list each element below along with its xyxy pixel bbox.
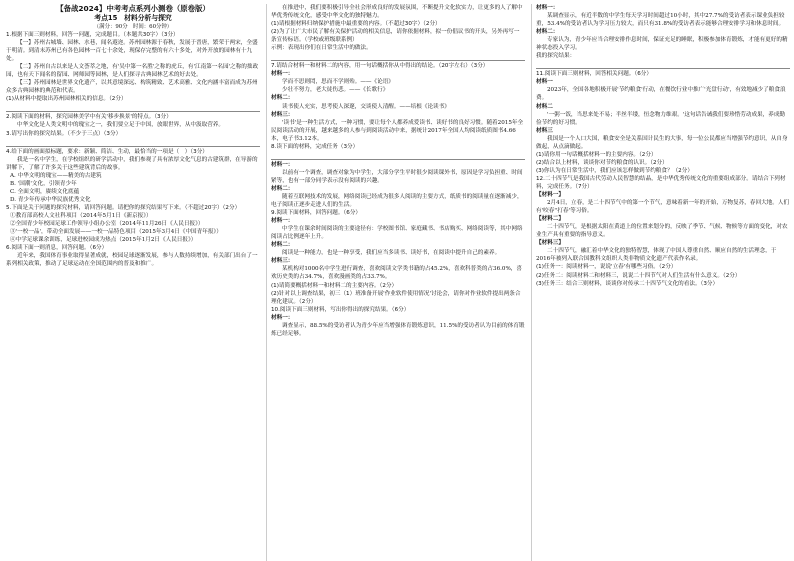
paragraph-text: 少壮不努力，老大徒伤悲。——《长歌行》 — [282, 87, 389, 94]
paragraph-text: 读书使人充实，思考使人深邃，交谈使人清醒。——培根《论读书》 — [282, 103, 450, 110]
material-label: 材料一： — [536, 5, 559, 11]
material-label: 材料一 — [536, 79, 553, 86]
paragraph-text: 某机构对1000名中学生进行调查，喜欢阅读文学类书籍的占45.2%，喜欢科普类的占36.0%，喜欢历史类的占34.7%，喜欢漫画类的占33.7%。 — [271, 266, 522, 281]
answer-line — [271, 52, 525, 61]
material-label: 材料一： — [271, 314, 294, 321]
paragraph-text: ④中学足球课余训练，足球进校园成为热点（2015年1月2日《人民日报》） — [10, 237, 197, 244]
column-middle-body — [271, 4, 525, 338]
question-text: (1)请根据材料归纳保护措施中最重要的内容。（不超过30字）（2分） — [271, 21, 441, 28]
paragraph-text: '一粥一饭，当思来处不易；半丝半缕，恒念物力维艰。'这句话告诫我们要珍惜劳动成果，养成勤俭节约的好习惯。 — [536, 111, 786, 126]
question-text: 9.阅读下面材料，回答问题。（6分） — [271, 210, 362, 217]
paragraph-text: A. 中华文明的瑰宝——精美的古建筑 — [10, 172, 102, 179]
question-text: 6.阅读下面一则消息，回答问题。（6分） — [6, 245, 108, 252]
question-text: 3.请写出你的探究结果。（不少于三点）（3分） — [6, 130, 122, 137]
question-text: (2)任务二：阅读材料二和材料三，说说二十四节气对人们生活有什么意义。（2分） — [536, 272, 741, 279]
question-text: (1)任务一：阅读材料一，说说'立春'有哪些习俗。（2分） — [536, 264, 677, 271]
material-label: 材料三： — [271, 111, 294, 118]
question-text: 5.下面是关于问题的探究材料，请回答问题。请把你的探究结果写下来。（不超过20字）（2分） — [6, 204, 241, 211]
answer-line — [6, 138, 260, 147]
paragraph-text: 学而不思则罔，思而不学则殆。——《论语》 — [282, 79, 394, 86]
question-text: (3)你认为在日常生活中，我们应该怎样做到节约粮食？（2分） — [536, 167, 693, 174]
paragraph-text: 近年来，我国体育事业取得显著成就，校园足球逐渐发展，参与人数持续增加，有关部门出台了一系列相关政策，推动了足球运动在全国范围内的普及和推广。 — [6, 253, 258, 268]
material-label: 【材料一】 — [536, 192, 564, 199]
paragraph-text: 我是一名中学生，在学校组织的研学活动中，我们参观了具有浓厚文化气息的古建筑群，在导游的讲解下，了解了许多关于这些建筑背后的故事。 — [6, 156, 258, 171]
question-text: (3)任务三：结合三则材料，谈谈你对传承二十四节气文化的看法。（3分） — [536, 280, 719, 287]
paragraph-text: 中学生在课余时间阅读的主要途径有：学校图书馆、家庭藏书、书店购买、网络阅读等，其中网络阅读占比例逐年上升。 — [271, 226, 523, 241]
question-text: 7.请结合材料一和材料二的内容，用一句话概括你从中得出的结论。（20字左右）（3分） — [271, 63, 489, 70]
paragraph-text: 2023年，全国各地积极开展'节约粮食'行动，在餐饮行业中推广'光盘行动'，有效地减少了粮食浪费。 — [536, 87, 786, 102]
column-right-body — [536, 4, 790, 288]
question-text: 示例：表现出你们在日常生活中的做法。 — [271, 45, 372, 52]
material-label: 【材料三】 — [536, 240, 564, 247]
paragraph-text: 我国是一个人口大国，粮食安全是关系国计民生的大事，每一位公民都应当增强节约意识，从自身做起，从点滴做起。 — [536, 135, 788, 150]
exam-meta: （满分：90分 时间：60分钟） — [93, 24, 173, 30]
paragraph-text: '读书'是一种生活方式，一种习惯，要让每个人都养成爱读书、读好书的良好习惯。随着2015年全民阅读活动的开展，越来越多的人参与到阅读活动中来，据统计2017年全国人均阅读纸质图书4.66本，电子书3.12本。 — [271, 119, 524, 142]
material-label: 材料二： — [536, 29, 559, 36]
paragraph-text: 某调查显示，有近半数的中学生每天学习时间超过10小时，其中27.7%的受访者表示课业负担较重，53.4%的受访者认为学习压力较大，而只有31.8%的受访者表示能够合理安排学习和休息时间。 — [536, 13, 785, 28]
paragraph-text: ①教育部高校人文社科项目（2014年5月1日《新京报》） — [10, 212, 152, 219]
answer-line — [536, 60, 790, 69]
paragraph-text: 【二】苏州自古以来是人文荟萃之地，有'吴中第一名胜'之称的虎丘，有'江南第一名园'之称的拙政园，也有天下闻名的留园、网师园等园林，是人们探寻古典园林艺术的好去处。 — [6, 64, 259, 79]
paragraph-text: ③'一校一品'，带动全面发展——一校一品特色项目（2015年3月4日《中国青年报》） — [10, 229, 222, 236]
material-label: 材料二： — [271, 95, 294, 102]
column-left — [6, 4, 260, 561]
paragraph-text: 【一】苏州古城墙、园林、水巷，闻名遐迩。苏州园林源于春秋，发展于晋唐，繁荣于两宋，全盛于明清。到清末苏州已有各色园林一百七十余处，现保存完整的有六十多处，对外开放的园林有十九处。 — [6, 40, 258, 63]
material-label: 材料一： — [271, 71, 294, 78]
material-label: 材料二： — [271, 185, 294, 192]
paragraph-text: 专家认为，青少年应当合理安排作息时间，保证充足的睡眠，积极参加体育锻炼，才能有更好的精神状态投入学习。 — [536, 37, 788, 52]
paragraph-text: 在推进中，我们要积极引导全社会形成良好的发展氛围，不断提升文化软实力，让更多的人了解中华优秀传统文化，感受中华文化的独特魅力。 — [271, 5, 523, 20]
question-text: 12.二十四节气是我国古代劳动人民智慧的结晶，是中华优秀传统文化的重要组成部分。请结合下列材料，完成任务。（7分） — [536, 175, 786, 190]
column-middle — [266, 4, 525, 561]
question-text: (1)请简要概括材料一和材料二的主要内容。（2分） — [271, 282, 398, 289]
page-title: 【备战2024】中考考点系列小测卷（原卷版） — [56, 4, 210, 13]
question-text: 4.给下面的画面拟标题，要求：新颖、简洁、生动，最恰当的一项是（ ）（3分） — [6, 148, 208, 155]
paragraph-text: B. '国潮'文化，引领青少年 — [10, 180, 77, 187]
paragraph-text: C. 全面文明，赓续文化底蕴 — [10, 188, 80, 195]
paragraph-text: 随着互联网技术的发展，网络阅读已经成为很多人阅读的主要方式，纸质书的阅读量在逐渐减少，电子阅读正逐步走进人们的生活。 — [271, 193, 523, 209]
question-text: 8.读下面的材料，完成任务（3分） — [271, 143, 359, 150]
material-label: 材料三： — [271, 258, 294, 265]
page-subtitle: 考点15 材料分析与探究 — [94, 14, 172, 22]
question-text: (1)请你用一句话概括材料一的主要内容。（2分） — [536, 151, 657, 158]
answer-line — [271, 151, 525, 160]
question-text: (2)为了让广大市民了解有关保护活动的相关信息，请你依据材料，拟一份倡议书的开头，另外再写一条宣传标语。（学校或班级联系例） — [271, 29, 520, 44]
paragraph-text: ②全国青少年校园足球工作领导小组办公室（2014年11月26日《人民日报》） — [10, 220, 204, 227]
question-text: 11.阅读下面三则材料，回答相关问题。（6分） — [536, 71, 652, 78]
question-text: 2.阅读下面的材料，探究园林美学中有关'移步换景'的特点。（3分） — [6, 114, 172, 121]
column-left-body — [6, 31, 260, 268]
question-text: (2)结合以上材料，谈谈你对节约粮食的认识。（2分） — [536, 159, 668, 166]
paragraph-text: 二十四节气，融汇着中华文化的独特智慧，体现了中国人尊重自然、顺应自然的生活理念，于2016年被列入联合国教科文组织人类非物质文化遗产代表作名录。 — [536, 248, 777, 263]
material-label: 材料二： — [271, 242, 294, 249]
paragraph-text: 二十四节气，是根据太阳在黄道上的位置来划分的，反映了季节、气候、物候等方面的变化，对农业生产具有重要的指导意义。 — [536, 224, 788, 239]
column-right — [531, 4, 790, 561]
material-label: 材料三 — [536, 127, 553, 134]
paragraph-text: D. 青少年传承中华民族优秀文化 — [10, 196, 91, 203]
paragraph-text: 中华文化是人类文明中的瑰宝之一，我们要立足于中国，放眼世界，从中汲取营养。 — [17, 122, 224, 129]
paragraph-text: 【三】苏州园林是世界文化遗产，以其意境深远、构筑精致、艺术高雅、文化内涵丰富而成为苏州众多古典园林的典范和代表。 — [6, 80, 258, 95]
material-label: 材料一： — [271, 218, 294, 225]
material-label: 材料一： — [271, 161, 294, 168]
question-text: (2)针对以上调查结果，初三（1）班准备开展'作业软件使用情况'讨论会，请你对作业软件提出两条合理化建议。（2分） — [271, 290, 521, 305]
paragraph-text: 调查显示，88.5%的受访者认为青少年应当增强体育锻炼意识，11.5%的受访者认为目前的体育锻炼已经足够。 — [271, 322, 525, 337]
paragraph-text: 以前有一个调查，调查对象为中学生，大部分学生平时很少阅读课外书，原因是学习负担重、时间紧等，也有一部分同学表示没有阅读的兴趣。 — [271, 169, 523, 184]
question-text: 我的探究结果： — [536, 53, 576, 60]
material-label: 材料二 — [536, 103, 553, 110]
answer-line — [6, 103, 260, 112]
material-label: 【材料二】 — [536, 216, 564, 223]
paragraph-text: 阅读是一种能力，也是一种享受，我们应当多读书、读好书，在阅读中提升自己的素养。 — [282, 250, 501, 257]
question-text: 10.阅读下面三则材料，写出你得出的探究结果。（6分） — [271, 306, 410, 313]
question-text: (1)从材料中提取出苏州园林相关的信息。（2分） — [6, 96, 127, 103]
question-text: 1.根据下面三则材料，回答一问题，完成题目。（本题共30字）（3分） — [6, 32, 179, 38]
paragraph-text: 2月4日，立春，是二十四节气中的第一个节气，意味着新一年的开始，万物复苏，春回大地。人们有'咬春''打春'等习俗。 — [536, 200, 790, 215]
